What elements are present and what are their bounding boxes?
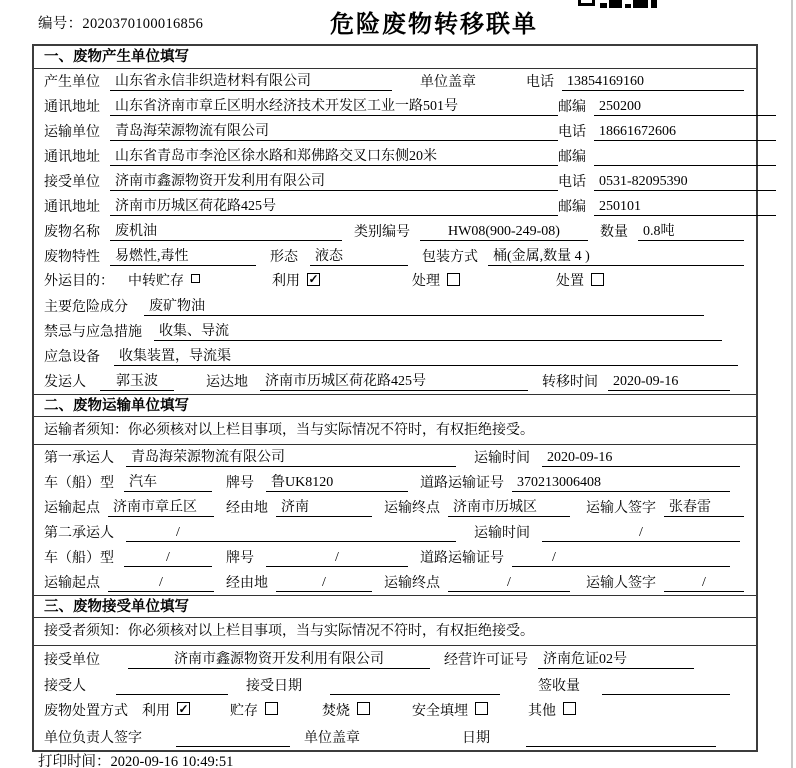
road-cert2-label: 道路运输证号 [420, 551, 504, 566]
license-label: 经营许可证号 [444, 653, 528, 668]
purpose-storage-checkbox [191, 274, 200, 283]
producer-zip-label: 邮编 [558, 100, 586, 115]
purpose-option-storage-label: 中转贮存 [128, 274, 184, 289]
producer-phone-value: 13854169160 [562, 73, 744, 91]
acceptor-value [116, 678, 228, 695]
transport-time2-label: 运输时间 [474, 526, 530, 541]
disposal-use-label: 利用 [142, 703, 170, 719]
disposal-store-checkbox [265, 702, 278, 715]
waste-name-label: 废物名称 [44, 225, 100, 240]
destination-value: 济南市历城区荷花路425号 [260, 373, 528, 391]
transporter-address-value: 山东省青岛市李沧区徐水路和郑佛路交叉口东侧20米 [110, 148, 558, 166]
vehicle2-type-value: / [124, 549, 212, 567]
unit-seal-label: 单位盖章 [420, 75, 476, 90]
transport-time2-value: / [542, 524, 740, 542]
transfer-time-value: 2020-09-16 [608, 373, 730, 391]
producer-phone-label: 电话 [526, 75, 554, 90]
accept-date-label: 接受日期 [246, 679, 302, 694]
vehicle2-type-label: 车（船）型 [44, 551, 114, 566]
print-time-label: 打印时间： [38, 754, 111, 768]
producer-address-value: 山东省济南市章丘区明水经济技术开发区工业一路501号 [110, 98, 558, 116]
disposal-landfill-checkbox [475, 702, 488, 715]
road-cert2-value: / [512, 549, 730, 567]
taboo-measures-row [34, 319, 756, 344]
disposal-use-checkbox: ✓ [178, 701, 189, 716]
packing-label: 包装方式 [422, 250, 478, 265]
route2-end-label: 运输终点 [384, 576, 440, 591]
purpose-option-dispose-label: 处置 [556, 274, 584, 289]
shipper-row [34, 369, 756, 394]
route1-end-label: 运输终点 [384, 501, 440, 516]
plate2-label: 牌号 [226, 551, 254, 566]
transporter-zip-label: 邮编 [558, 150, 586, 165]
waste-character-value: 易燃性,毒性 [110, 248, 256, 266]
route2-row [34, 570, 756, 595]
purpose-row [34, 269, 756, 294]
transporter-row [34, 119, 756, 144]
producer-address-label: 通讯地址 [44, 100, 100, 115]
receiver-row [34, 169, 756, 194]
section2-title: 二、废物运输单位填写 [34, 394, 756, 417]
producer-zip-value: 250200 [594, 98, 776, 116]
carrier1-label: 第一承运人 [44, 451, 114, 466]
plate1-value: 鲁UK8120 [266, 474, 408, 492]
purpose-dispose-checkbox [591, 273, 604, 286]
form-state-value: 液态 [310, 248, 408, 266]
carrier2-row [34, 520, 756, 545]
disposal-other-label: 其他 [528, 703, 556, 719]
date-label: 日期 [462, 731, 490, 746]
carrier2-label: 第二承运人 [44, 526, 114, 541]
packing-value: 桶(金属,数量 4 ) [488, 248, 744, 266]
emergency-equipment-value: 收集装置，导流渠 [114, 348, 738, 366]
shipper-label: 发运人 [44, 375, 86, 390]
unit-seal3-label: 单位盖章 [304, 731, 360, 746]
transport-time1-label: 运输时间 [474, 451, 530, 466]
receiver-phone-label: 电话 [558, 175, 586, 190]
route1-sign-value: 张春雷 [664, 499, 744, 517]
hazard-component-value: 废矿物油 [144, 298, 704, 316]
route2-start-value: / [108, 574, 214, 592]
waste-character-label: 废物特性 [44, 250, 100, 265]
receiver-value: 济南市鑫源物资开发利用有限公司 [110, 173, 558, 191]
purpose-option-use-label: 利用 [272, 274, 300, 289]
transporter-value: 青岛海荣源物流有限公司 [110, 123, 558, 141]
principal-signature-label: 单位负责人签字 [44, 731, 142, 746]
acceptor-row [34, 672, 756, 698]
vehicle1-type-label: 车（船）型 [44, 476, 114, 491]
route1-start-value: 济南市章丘区 [108, 499, 214, 517]
sign-qty-label: 签收量 [538, 679, 580, 694]
receiver-phone-value: 0531-82095390 [594, 173, 776, 191]
road-cert1-label: 道路运输证号 [420, 476, 504, 491]
taboo-measures-value: 收集、导流 [154, 323, 722, 341]
receiver-address-value: 济南市历城区荷花路425号 [110, 198, 558, 216]
purpose-treat-checkbox [447, 273, 460, 286]
emergency-equipment-label: 应急设备 [44, 350, 100, 365]
transporter-phone-label: 电话 [558, 125, 586, 140]
disposal-burn-label: 焚烧 [322, 703, 350, 719]
producer-value: 山东省永信非织造材料有限公司 [110, 73, 392, 91]
page-edge-line [791, 0, 793, 768]
receiver-address-label: 通讯地址 [44, 200, 100, 215]
category-number-label: 类别编号 [354, 225, 410, 240]
print-time-value: 2020-09-16 10:49:51 [110, 754, 234, 768]
route1-via-label: 经由地 [226, 501, 268, 516]
section1-title: 一、废物产生单位填写 [34, 46, 756, 69]
carrier1-value: 青岛海荣源物流有限公司 [126, 449, 456, 467]
document-number [38, 12, 203, 33]
carrier2-value: / [126, 524, 456, 542]
section3-title: 三、废物接受单位填写 [34, 595, 756, 618]
date-value [526, 730, 716, 747]
quantity-label: 数量 [600, 225, 628, 240]
receiver-address-row [34, 194, 756, 219]
category-number-value: HW08(900-249-08) [420, 223, 588, 241]
accept-unit-value: 济南市鑫源物资开发利用有限公司 [128, 651, 430, 669]
route2-start-label: 运输起点 [44, 576, 100, 591]
hazard-component-label: 主要危险成分 [44, 300, 128, 315]
transporter-zip-value [594, 149, 776, 166]
destination-label: 运达地 [206, 375, 248, 390]
purpose-label: 外运目的： [44, 274, 114, 289]
page-title: 危险废物转移联单 [330, 12, 538, 38]
disposal-method-row [34, 698, 756, 724]
road-cert1-value: 370213006408 [512, 474, 730, 492]
form-body [32, 44, 758, 752]
transporter-phone-value: 18661672606 [594, 123, 776, 141]
transfer-time-label: 转移时间 [542, 375, 598, 390]
disposal-burn-checkbox [357, 702, 370, 715]
route2-via-value: / [276, 574, 372, 592]
route1-via-value: 济南 [276, 499, 372, 517]
route2-sign-label: 运输人签字 [586, 576, 656, 591]
disposal-other-checkbox [563, 702, 576, 715]
route2-via-label: 经由地 [226, 576, 268, 591]
purpose-option-treat-label: 处理 [412, 274, 440, 289]
waste-character-row [34, 244, 756, 269]
print-time [38, 750, 233, 768]
plate2-value: / [266, 549, 408, 567]
route2-end-value: / [448, 574, 570, 592]
purpose-use-checkbox: ✓ [308, 272, 319, 286]
route1-start-label: 运输起点 [44, 501, 100, 516]
transporter-notice: 运输者须知：你必须核对以上栏目事项，当与实际情况不符时，有权拒绝接受。 [34, 417, 756, 445]
transporter-address-label: 通讯地址 [44, 150, 100, 165]
acceptor-label: 接受人 [44, 679, 86, 694]
taboo-measures-label: 禁忌与应急措施 [44, 325, 142, 340]
document-number-label: 编号： [38, 16, 83, 32]
route1-end-value: 济南市历城区 [448, 499, 570, 517]
producer-address-row [34, 94, 756, 119]
accept-date-value [330, 678, 500, 695]
plate1-label: 牌号 [226, 476, 254, 491]
vehicle1-type-value: 汽车 [124, 474, 212, 492]
receiver-notice: 接受者须知：你必须核对以上栏目事项，当与实际情况不符时，有权拒绝接受。 [34, 618, 756, 646]
emergency-equipment-row [34, 344, 756, 369]
form-state-label: 形态 [270, 250, 298, 265]
hazard-component-row [34, 294, 756, 319]
shipper-value: 郭玉波 [100, 373, 174, 391]
disposal-landfill-label: 安全填埋 [412, 703, 468, 719]
vehicle2-row [34, 545, 756, 570]
waste-name-value: 废机油 [110, 223, 342, 241]
qr-code-fragment [578, 0, 657, 10]
transporter-label: 运输单位 [44, 125, 100, 140]
receiver-label: 接受单位 [44, 175, 100, 190]
route1-row [34, 495, 756, 520]
principal-signature-value [176, 730, 290, 747]
disposal-store-label: 贮存 [230, 703, 258, 719]
accept-unit-row [34, 646, 756, 672]
carrier1-row [34, 445, 756, 470]
producer-row [34, 69, 756, 94]
document-number-value: 2020370100016856 [82, 16, 204, 32]
license-value: 济南危证02号 [538, 651, 694, 669]
accept-unit-label: 接受单位 [44, 653, 100, 668]
sign-qty-value [602, 678, 730, 695]
principal-signature-row [34, 724, 756, 750]
receiver-zip-value: 250101 [594, 198, 776, 216]
transport-time1-value: 2020-09-16 [542, 449, 740, 467]
producer-label: 产生单位 [44, 75, 100, 90]
disposal-method-label: 废物处置方式 [44, 703, 128, 719]
form-header [0, 0, 796, 44]
vehicle1-row [34, 470, 756, 495]
receiver-zip-label: 邮编 [558, 200, 586, 215]
quantity-value: 0.8吨 [638, 223, 744, 241]
transporter-address-row [34, 144, 756, 169]
route1-sign-label: 运输人签字 [586, 501, 656, 516]
route2-sign-value: / [664, 574, 744, 592]
waste-name-row [34, 219, 756, 244]
